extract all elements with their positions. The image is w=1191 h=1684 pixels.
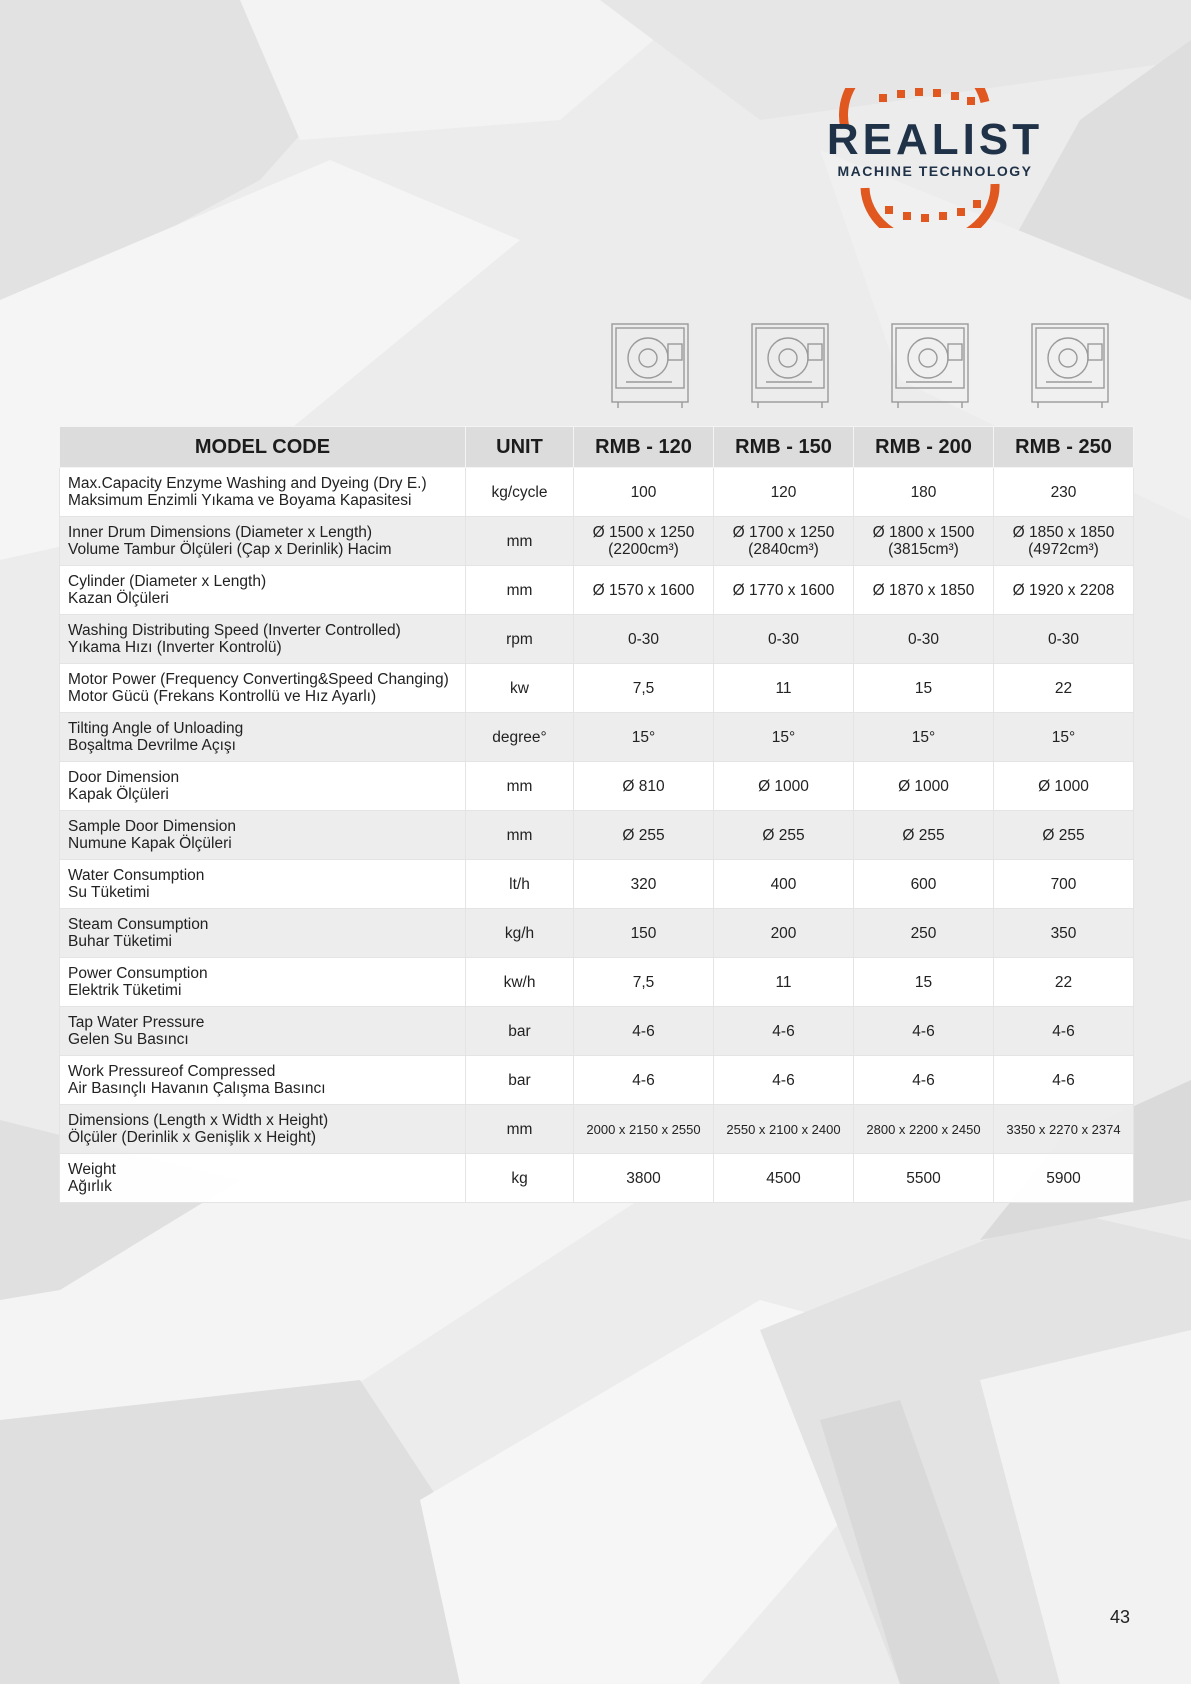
parameter-cell <box>60 713 466 762</box>
value-text: 4-6 <box>632 1071 655 1089</box>
value-text: 2550 x 2100 x 2400 <box>726 1121 841 1137</box>
value-cell <box>714 860 854 909</box>
parameter-cell <box>60 860 466 909</box>
value-cell <box>714 811 854 860</box>
value-cell <box>854 1154 994 1203</box>
parameter-cell <box>60 468 466 517</box>
unit-cell: lt/h <box>466 860 574 909</box>
value-cell <box>714 615 854 664</box>
unit-cell: mm <box>466 566 574 615</box>
value-text: 4-6 <box>912 1071 935 1089</box>
value-subtext: (3815cm³) <box>888 541 959 558</box>
parameter-cell <box>60 1154 466 1203</box>
value-text: 15° <box>631 728 656 746</box>
value-text: 22 <box>1054 679 1073 697</box>
value-text: 0-30 <box>627 630 660 648</box>
value-cell <box>994 713 1134 762</box>
value-text: 3350 x 2270 x 2374 <box>1006 1121 1121 1137</box>
value-cell <box>994 860 1134 909</box>
value-cell <box>854 713 994 762</box>
value-text: Ø 1570 x 1600 <box>592 581 695 599</box>
value-cell <box>854 762 994 811</box>
spec-table <box>59 426 1134 1203</box>
value-cell <box>574 664 714 713</box>
value-cell <box>994 615 1134 664</box>
value-text: 2000 x 2150 x 2550 <box>586 1121 701 1137</box>
table-row <box>60 958 1134 1007</box>
unit-cell: mm <box>466 811 574 860</box>
parameter-label-en: Door Dimension <box>68 769 180 786</box>
value-text: 0-30 <box>907 630 940 648</box>
value-cell <box>994 1056 1134 1105</box>
value-cell <box>854 1056 994 1105</box>
parameter-label-tr: Kazan Ölçüleri <box>68 590 169 607</box>
header-model: RMB - 120 <box>574 427 714 468</box>
value-text: 250 <box>910 924 937 942</box>
value-cell <box>714 566 854 615</box>
parameter-label-en: Work Pressureof Compressed <box>68 1063 276 1080</box>
value-text: 15° <box>1051 728 1076 746</box>
table-row <box>60 1105 1134 1154</box>
value-text: Ø 1800 x 1500 <box>872 524 975 541</box>
value-cell <box>854 1105 994 1154</box>
value-cell <box>574 1105 714 1154</box>
table-row <box>60 909 1134 958</box>
parameter-label-tr: Gelen Su Basıncı <box>68 1031 189 1048</box>
value-text: 4500 <box>766 1169 801 1187</box>
spec-table-body <box>60 468 1134 1203</box>
value-text: 320 <box>630 875 657 893</box>
value-text: 4-6 <box>1052 1071 1075 1089</box>
value-text: 400 <box>770 875 797 893</box>
parameter-cell <box>60 1056 466 1105</box>
value-text: Ø 255 <box>1042 826 1085 844</box>
value-text: Ø 1850 x 1850 <box>1012 524 1115 541</box>
value-cell <box>714 664 854 713</box>
unit-cell: kg <box>466 1154 574 1203</box>
value-cell <box>714 1056 854 1105</box>
value-cell <box>574 713 714 762</box>
machine-drawing-rmb-120 <box>606 318 696 410</box>
value-text: 4-6 <box>912 1022 935 1040</box>
value-text: 4-6 <box>632 1022 655 1040</box>
parameter-label-en: Power Consumption <box>68 965 208 982</box>
value-cell <box>574 1154 714 1203</box>
page-number: 43 <box>1110 1607 1131 1627</box>
value-text: Ø 255 <box>622 826 665 844</box>
value-text: Ø 1700 x 1250 <box>732 524 835 541</box>
unit-cell: kg/h <box>466 909 574 958</box>
table-row <box>60 566 1134 615</box>
value-text: Ø 255 <box>902 826 945 844</box>
value-text: 230 <box>1050 483 1077 501</box>
svg-text:REALIST: REALIST <box>826 115 1044 164</box>
value-subtext: (4972cm³) <box>1028 541 1099 558</box>
header-model: RMB - 150 <box>714 427 854 468</box>
value-cell <box>714 909 854 958</box>
table-row <box>60 1056 1134 1105</box>
value-text: 7,5 <box>632 973 655 991</box>
value-cell <box>714 762 854 811</box>
value-text: 0-30 <box>1047 630 1080 648</box>
value-text: 0-30 <box>767 630 800 648</box>
machine-drawing-rmb-250 <box>1026 318 1116 410</box>
table-row <box>60 713 1134 762</box>
parameter-cell <box>60 762 466 811</box>
parameter-label-en: Max.Capacity Enzyme Washing and Dyeing (Dry E.) <box>68 475 427 492</box>
value-cell <box>574 860 714 909</box>
unit-cell: rpm <box>466 615 574 664</box>
value-cell <box>574 909 714 958</box>
value-cell <box>994 517 1134 566</box>
value-text: 4-6 <box>772 1022 795 1040</box>
parameter-label-tr: Kapak Ölçüleri <box>68 786 169 803</box>
value-cell <box>714 1154 854 1203</box>
value-cell <box>574 615 714 664</box>
parameter-cell <box>60 811 466 860</box>
header-model: RMB - 250 <box>994 427 1134 468</box>
unit-cell: bar <box>466 1056 574 1105</box>
value-cell <box>994 909 1134 958</box>
value-subtext: (2200cm³) <box>608 541 679 558</box>
value-cell <box>714 1007 854 1056</box>
value-text: 5900 <box>1046 1169 1081 1187</box>
value-cell <box>994 958 1134 1007</box>
unit-cell: mm <box>466 1105 574 1154</box>
value-text: Ø 1500 x 1250 <box>592 524 695 541</box>
parameter-cell <box>60 1105 466 1154</box>
parameter-label-tr: Numune Kapak Ölçüleri <box>68 835 232 852</box>
value-cell <box>854 517 994 566</box>
value-cell <box>854 664 994 713</box>
value-text: Ø 1920 x 2208 <box>1012 581 1115 599</box>
value-text: 4-6 <box>1052 1022 1075 1040</box>
table-row <box>60 1154 1134 1203</box>
value-cell <box>994 811 1134 860</box>
value-text: 7,5 <box>632 679 655 697</box>
table-row <box>60 468 1134 517</box>
value-cell <box>854 1007 994 1056</box>
value-text: Ø 1000 <box>898 777 949 795</box>
value-cell <box>574 811 714 860</box>
table-row <box>60 811 1134 860</box>
parameter-label-en: Cylinder (Diameter x Length) <box>68 573 267 590</box>
parameter-label-en: Water Consumption <box>68 867 205 884</box>
value-text: 11 <box>775 679 792 697</box>
parameter-cell <box>60 909 466 958</box>
parameter-label-tr: Air Basınçlı Havanın Çalışma Basıncı <box>68 1080 326 1097</box>
machine-drawing-rmb-150 <box>746 318 836 410</box>
value-cell <box>854 860 994 909</box>
value-text: 15° <box>911 728 936 746</box>
value-text: Ø 1000 <box>1038 777 1089 795</box>
value-text: 5500 <box>906 1169 941 1187</box>
value-text: 120 <box>770 483 797 501</box>
parameter-label-en: Weight <box>68 1161 116 1178</box>
value-text: 700 <box>1050 875 1077 893</box>
parameter-cell <box>60 566 466 615</box>
value-text: 4-6 <box>772 1071 795 1089</box>
parameter-label-en: Inner Drum Dimensions (Diameter x Length) <box>68 524 373 541</box>
value-text: 11 <box>775 973 792 991</box>
parameter-cell <box>60 664 466 713</box>
value-text: 15° <box>771 728 796 746</box>
svg-text:MACHINE TECHNOLOGY: MACHINE TECHNOLOGY <box>837 163 1033 179</box>
value-text: 350 <box>1050 924 1077 942</box>
value-cell <box>854 566 994 615</box>
value-cell <box>994 468 1134 517</box>
value-text: 180 <box>910 483 937 501</box>
value-text: 100 <box>630 483 657 501</box>
unit-cell: kg/cycle <box>466 468 574 517</box>
header-unit: UNIT <box>466 427 574 468</box>
parameter-label-tr: Elektrik Tüketimi <box>68 982 182 999</box>
value-cell <box>854 909 994 958</box>
value-text: 15 <box>914 973 933 991</box>
value-cell <box>854 958 994 1007</box>
value-text: 22 <box>1054 973 1073 991</box>
value-cell <box>994 1154 1134 1203</box>
parameter-cell <box>60 958 466 1007</box>
unit-cell: kw <box>466 664 574 713</box>
header-model: RMB - 200 <box>854 427 994 468</box>
machine-drawings <box>576 318 1134 410</box>
unit-cell: mm <box>466 517 574 566</box>
value-cell <box>574 1007 714 1056</box>
machine-drawing-rmb-200 <box>886 318 976 410</box>
value-text: Ø 1770 x 1600 <box>732 581 835 599</box>
parameter-label-tr: Volume Tambur Ölçüleri (Çap x Derinlik) Hacim <box>68 541 392 558</box>
value-cell <box>574 566 714 615</box>
value-cell <box>574 762 714 811</box>
value-cell <box>574 468 714 517</box>
parameter-label-tr: Ağırlık <box>68 1178 112 1195</box>
value-subtext: (2840cm³) <box>748 541 819 558</box>
unit-cell: mm <box>466 762 574 811</box>
parameter-cell <box>60 517 466 566</box>
parameter-label-tr: Buhar Tüketimi <box>68 933 172 950</box>
parameter-label-tr: Maksimum Enzimli Yıkama ve Boyama Kapasitesi <box>68 492 412 509</box>
value-cell <box>854 615 994 664</box>
value-cell <box>714 468 854 517</box>
table-row <box>60 1007 1134 1056</box>
value-text: Ø 1870 x 1850 <box>872 581 975 599</box>
value-cell <box>714 958 854 1007</box>
realist-logo <box>785 88 1085 228</box>
parameter-label-en: Tap Water Pressure <box>68 1014 205 1031</box>
value-cell <box>714 517 854 566</box>
value-cell <box>994 1007 1134 1056</box>
header-model-code: MODEL CODE <box>60 427 466 468</box>
value-cell <box>854 811 994 860</box>
header-row <box>60 427 1134 468</box>
value-text: Ø 255 <box>762 826 805 844</box>
value-cell <box>994 762 1134 811</box>
value-cell <box>854 468 994 517</box>
table-row <box>60 860 1134 909</box>
value-text: 600 <box>910 875 937 893</box>
value-text: 15 <box>914 679 933 697</box>
table-row <box>60 517 1134 566</box>
parameter-label-en: Washing Distributing Speed (Inverter Controlled) <box>68 622 401 639</box>
table-row <box>60 762 1134 811</box>
value-text: 2800 x 2200 x 2450 <box>866 1121 981 1137</box>
value-cell <box>994 664 1134 713</box>
value-cell <box>574 1056 714 1105</box>
value-cell <box>574 958 714 1007</box>
parameter-label-tr: Su Tüketimi <box>68 884 150 901</box>
value-cell <box>574 517 714 566</box>
value-cell <box>994 1105 1134 1154</box>
parameter-cell <box>60 1007 466 1056</box>
value-text: Ø 810 <box>622 777 665 795</box>
parameter-cell <box>60 615 466 664</box>
parameter-label-en: Tilting Angle of Unloading <box>68 720 244 737</box>
unit-cell: bar <box>466 1007 574 1056</box>
value-text: Ø 1000 <box>758 777 809 795</box>
value-text: 200 <box>770 924 797 942</box>
parameter-label-tr: Motor Gücü (Frekans Kontrollü ve Hız Ayarlı) <box>68 688 377 705</box>
parameter-label-en: Steam Consumption <box>68 916 209 933</box>
unit-cell: kw/h <box>466 958 574 1007</box>
parameter-label-en: Dimensions (Length x Width x Height) <box>68 1112 329 1129</box>
parameter-label-tr: Yıkama Hızı (Inverter Kontrolü) <box>68 639 282 656</box>
parameter-label-tr: Boşaltma Devrilme Açışı <box>68 737 236 754</box>
value-cell <box>714 713 854 762</box>
table-row <box>60 615 1134 664</box>
unit-cell: degree° <box>466 713 574 762</box>
table-row <box>60 664 1134 713</box>
value-text: 3800 <box>626 1169 661 1187</box>
parameter-label-en: Sample Door Dimension <box>68 818 236 835</box>
value-cell <box>714 1105 854 1154</box>
parameter-label-tr: Ölçüler (Derinlik x Genişlik x Height) <box>68 1129 317 1146</box>
parameter-label-en: Motor Power (Frequency Converting&Speed Changing) <box>68 671 449 688</box>
value-text: 150 <box>630 924 657 942</box>
value-cell <box>994 566 1134 615</box>
